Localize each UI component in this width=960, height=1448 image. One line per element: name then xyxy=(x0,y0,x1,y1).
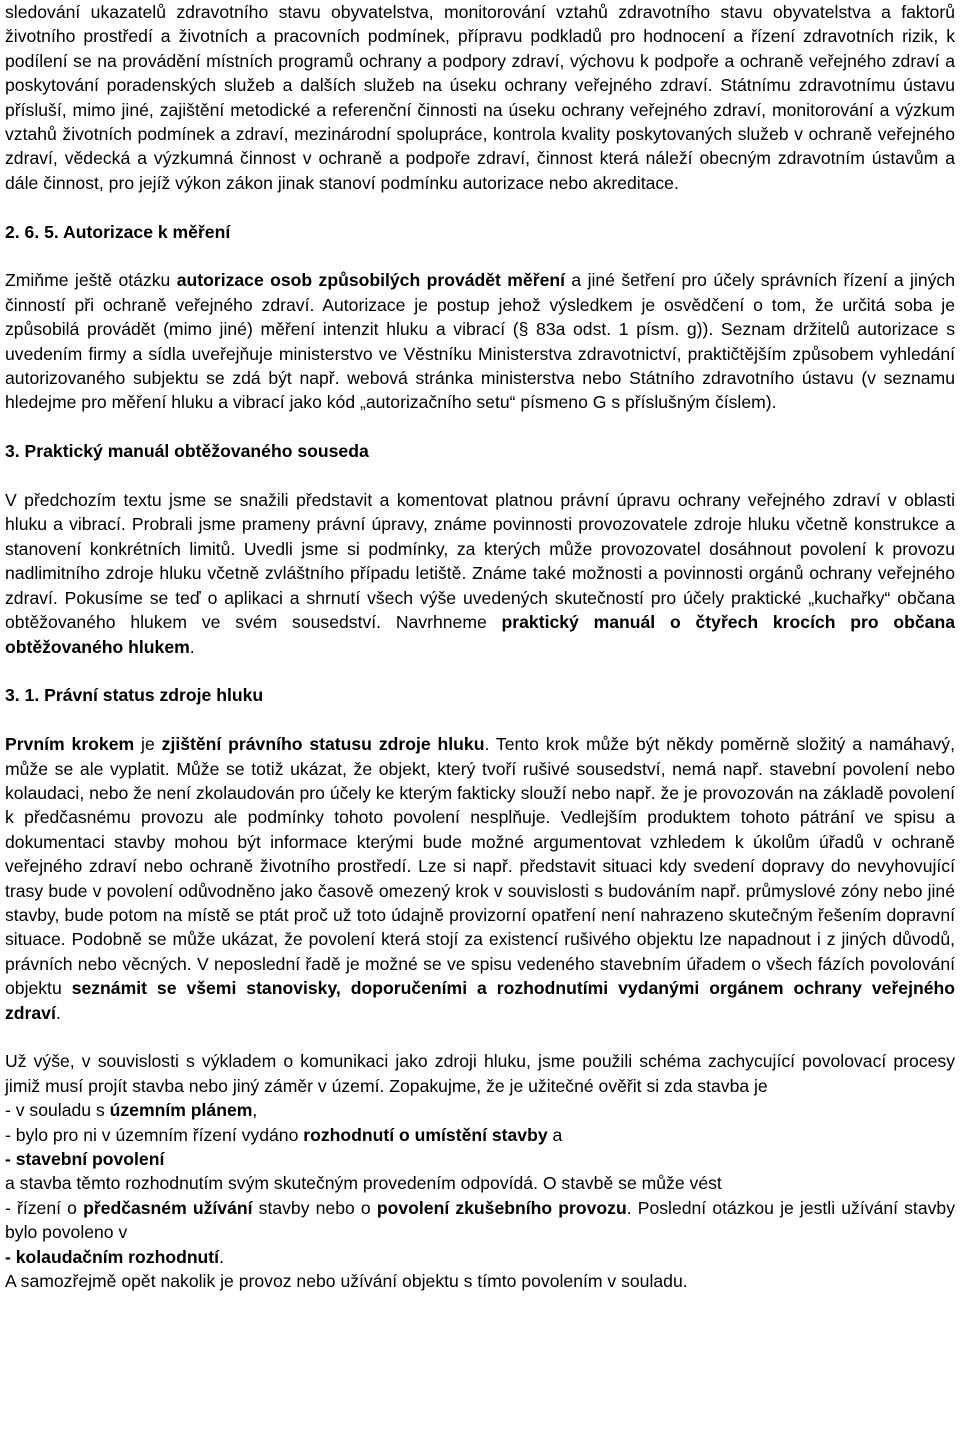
text-run: a jiné šetření pro účely správních řízení a jiných činností při ochraně veřejného zdraví. Autorizace je postup jehož výsledkem je osvědčení o tom, že určitá soba je způsobilá provádět (mimo jiné) měření intenzit hluku a vibrací (§ 83a odst. 1 písm. g)). Seznam držitelů autorizace s uvedením firmy a sídla uveřejňuje ministerstvo ve Věstníku Ministerstva zdravotnictví, praktičtějším způsobem vyhledání autorizovaného subjektu se zdá být např. webová stránka ministerstva nebo Státního zdravotního ústavu (v seznamu hledejme pro měření hluku a vibrací jako kód „autorizačního setu“ písmeno G s příslušným číslem). xyxy=(5,270,956,413)
text-run: stavby nebo o xyxy=(252,1197,377,1218)
text-run: - řízení o xyxy=(5,1197,84,1218)
heading-3: 3. Praktický manuál obtěžovaného souseda xyxy=(5,441,369,462)
text-run: je xyxy=(134,734,162,755)
bold-run: seznámit se všemi stanovisky, doporučeními a rozhodnutími vydanými orgánem ochrany veřejného zdraví xyxy=(5,978,955,1023)
text-run: . xyxy=(219,1246,224,1267)
heading-3-1: 3. 1. Právní status zdroje hluku xyxy=(5,685,264,706)
list-item xyxy=(5,1196,955,1245)
paragraph-legal-status xyxy=(5,732,955,1025)
text-run: . Tento krok může být někdy poměrně složitý a namáhavý, může se ale vyplatit. Může se totiž ukázat, že objekt, který tvoří rušivé sousedství, nemá např. stavební povolení nebo kolaudaci, nebo že není zkolaudován pro účely ke kterým fakticky slouží nebo např. že je provozován na základě povolení k předčasnému provozu ale podmínky tohoto povolení nesplňuje. Vedlejším produktem tohoto pátrání ve spisu a dokumentaci stavby mohou být informace kterými bude možné argumentovat vzhledem k úkolům úřadů v ochraně veřejného zdraví nebo ochraně životního prostředí. Lze si např. představit situaci kdy svedení dopravy do nevyhovující trasy bude v povolení odůvodněno jako časově omezený krok v souvislosti s budováním např. průmyslové zóny nebo jiné stavby, bude potom na místě se ptát proč už toto údajně provizorní opatření není nahrazeno skutečným řešením dopravní situace. Podobně se může ukázat, že povolení která stojí za existencí rušivého objektu lze napadnout i z jiných důvodů, právních nebo věcných. V neposlední řadě je možné se ve spisu vedeného stavebním úřadem o všech fázích povolování objektu xyxy=(5,734,955,999)
text-run: - v souladu s xyxy=(5,1100,110,1121)
list-item xyxy=(5,1098,955,1122)
bold-run: předčasném užívání xyxy=(83,1197,253,1218)
heading-2-6-5: 2. 6. 5. Autorizace k měření xyxy=(5,221,231,242)
text-line: a stavba těmto rozhodnutím svým skutečným provedením odpovídá. O stavbě se může vést xyxy=(5,1173,722,1194)
list-item xyxy=(5,1147,955,1171)
bold-run: zjištění právního statusu zdroje hluku xyxy=(161,734,485,755)
bold-run: Prvním krokem xyxy=(5,734,135,755)
list-item xyxy=(5,1123,955,1147)
text-run: V předchozím textu jsme se snažili představit a komentovat platnou právní úpravu ochrany veřejného zdraví v oblasti hluku a vibrací. Probrali jsme prameny právní úpravy, známe povinnosti provozovatele zdroje hluku včetně konstrukce a stanovení konkrétních limitů. Uvedli jsme si podmínky, za kterých může provozovatel dosáhnout povolení k provozu nadlimitního zdroje hluku včetně zvláštního případu letiště. Známe také možnosti a povinnosti orgánů ochrany veřejného zdraví. Pokusíme se teď o aplikaci a shrnutí všech výše uvedených skutečností pro účely praktické „kuchařky“ občana obtěžovaného hlukem ve svém sousedství. Navrhneme xyxy=(5,490,955,633)
bold-run: povolení zkušebního provozu xyxy=(376,1197,627,1218)
bold-run: autorizace osob způsobilých provádět měření xyxy=(176,270,565,291)
list-item xyxy=(5,1245,955,1269)
text-run: a xyxy=(547,1124,563,1145)
text-run: , xyxy=(252,1100,258,1121)
text-line: A samozřejmě opět nakolik je provoz nebo užívání objektu s tímto povolením v souladu. xyxy=(5,1271,688,1292)
paragraph-manual-intro xyxy=(5,488,955,659)
paragraph-authorization xyxy=(5,268,955,414)
text-run: . Poslední otázkou je jestli užívání stavby bylo povoleno v xyxy=(5,1197,955,1243)
bold-run: - kolaudačním rozhodnutí xyxy=(5,1246,220,1267)
bold-run: územním plánem xyxy=(109,1100,253,1121)
bold-run: - stavební povolení xyxy=(5,1148,165,1169)
paragraph-permits-intro: Už výše, v souvislosti s výkladem o komunikaci jako zdroji hluku, jsme použili schéma zachycující povolovací procesy jimiž musí projít stavba nebo jiný záměr v území. Zopakujme, že je užitečné ověřit si zda stavba je xyxy=(5,1051,955,1096)
paragraph-szu-tasks: sledování ukazatelů zdravotního stavu obyvatelstva, monitorování vztahů zdravotního stavu obyvatelstva a faktorů životního prostředí a životních a pracovních podmínek, přípravu podkladů pro hodnocení a řízení zdravotních rizik, k podílení se na provádění místních programů ochrany a podpory zdraví, výchovu k podpoře a ochraně veřejného zdraví a poskytování poradenských služeb a dalších služeb na úseku ochrany veřejného zdraví. Státnímu zdravotnímu ústavu přísluší, mimo jiné, zajištění metodické a referenční činnosti na úseku ochrany veřejného zdraví, monitorování a výzkum vztahů životních podmínek a zdraví, mezinárodní spolupráce, kontrola kvality poskytovaných služeb v ochraně veřejného zdraví, vědecká a výzkumná činnost v ochraně a podpoře zdraví, činnost která náleží obecným zdravotním ústavům a dále činnost, pro jejíž výkon zákon jinak stanoví podmínku autorizace nebo akreditace. xyxy=(5,2,955,193)
text-run: - bylo pro ni v územním řízení vydáno xyxy=(5,1124,304,1145)
bold-run: praktický manuál o čtyřech krocích pro občana obtěžovaného hlukem xyxy=(5,612,955,657)
text-run: . xyxy=(189,636,195,657)
text-run: . xyxy=(55,1002,61,1023)
bold-run: rozhodnutí o umístění stavby xyxy=(303,1124,548,1145)
text-run: Zmiňme ještě otázku xyxy=(5,270,177,291)
